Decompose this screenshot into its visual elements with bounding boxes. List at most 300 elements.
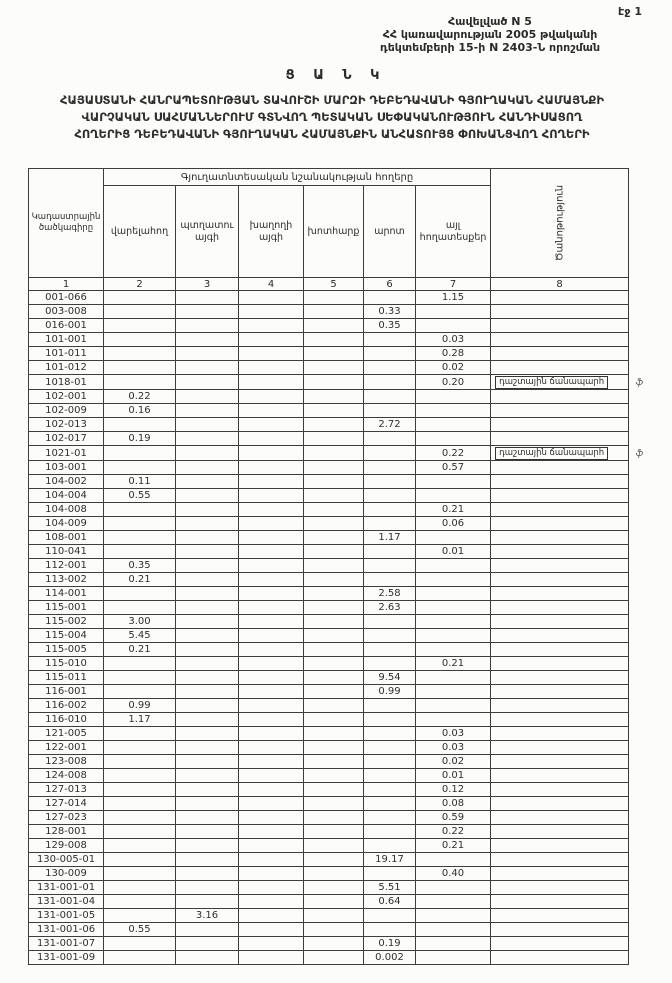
cadastral-code-cell: 101-011 — [29, 347, 104, 361]
table-row — [29, 601, 629, 615]
area-value-cell — [416, 573, 491, 587]
area-value-cell — [364, 390, 416, 404]
table-row — [29, 839, 629, 853]
area-value-cell — [239, 390, 304, 404]
area-value-cell — [176, 503, 239, 517]
note-cell — [491, 461, 629, 475]
area-value-cell: 0.99 — [364, 685, 416, 699]
cadastral-code-cell: 127-013 — [29, 783, 104, 797]
area-value-cell — [104, 671, 176, 685]
area-value-cell: 0.99 — [104, 699, 176, 713]
note-cell — [491, 853, 629, 867]
column-number: 2 — [104, 278, 176, 291]
area-value-cell — [364, 923, 416, 937]
area-value-cell — [304, 489, 364, 503]
area-value-cell: 0.35 — [364, 319, 416, 333]
area-value-cell: 0.21 — [416, 657, 491, 671]
area-value-cell — [304, 811, 364, 825]
area-value-cell — [176, 517, 239, 531]
area-value-cell: 19.17 — [364, 853, 416, 867]
area-value-cell — [304, 559, 364, 573]
group-header-row — [29, 169, 629, 186]
note-cell — [491, 404, 629, 418]
area-value-cell — [304, 937, 364, 951]
cadastral-code-cell: 1021-01 — [29, 446, 104, 461]
area-value-cell — [364, 769, 416, 783]
area-value-cell — [364, 347, 416, 361]
area-value-cell — [364, 559, 416, 573]
table-row — [29, 741, 629, 755]
area-value-cell — [304, 587, 364, 601]
area-value-cell — [239, 361, 304, 375]
area-value-cell — [239, 643, 304, 657]
area-value-cell — [416, 559, 491, 573]
area-value-cell — [176, 629, 239, 643]
area-value-cell — [364, 629, 416, 643]
area-value-cell: 0.22 — [416, 446, 491, 461]
table-row — [29, 853, 629, 867]
area-value-cell: 0.33 — [364, 305, 416, 319]
area-value-cell — [239, 573, 304, 587]
area-value-cell — [364, 503, 416, 517]
note-cell — [491, 418, 629, 432]
area-value-cell — [104, 375, 176, 390]
cadastral-code-cell: 131-001-06 — [29, 923, 104, 937]
area-value-cell — [416, 531, 491, 545]
note-cell — [491, 305, 629, 319]
area-value-cell — [104, 446, 176, 461]
area-value-cell — [176, 867, 239, 881]
note-cell — [491, 881, 629, 895]
table-row — [29, 446, 629, 461]
table-row — [29, 797, 629, 811]
cadastral-code-cell: 016-001 — [29, 319, 104, 333]
area-value-cell — [304, 923, 364, 937]
area-value-cell — [239, 685, 304, 699]
note-cell — [491, 361, 629, 375]
table-row — [29, 361, 629, 375]
area-value-cell: 0.01 — [416, 769, 491, 783]
area-value-cell — [304, 601, 364, 615]
area-value-cell — [104, 418, 176, 432]
table-row — [29, 671, 629, 685]
area-value-cell — [364, 783, 416, 797]
area-value-cell — [364, 573, 416, 587]
area-value-cell: 3.16 — [176, 909, 239, 923]
area-value-cell — [364, 375, 416, 390]
area-value-cell: 2.72 — [364, 418, 416, 432]
column-header-hayfield: խոտհարք — [304, 186, 364, 278]
table-row — [29, 895, 629, 909]
area-value-cell — [176, 937, 239, 951]
note-cell — [491, 390, 629, 404]
table-row — [29, 713, 629, 727]
cadastral-code-cell: 121-005 — [29, 727, 104, 741]
note-cell — [491, 951, 629, 965]
table-row — [29, 867, 629, 881]
area-value-cell — [304, 361, 364, 375]
area-value-cell — [176, 895, 239, 909]
area-value-cell — [239, 305, 304, 319]
area-value-cell — [176, 881, 239, 895]
area-value-cell — [104, 657, 176, 671]
area-value-cell — [176, 699, 239, 713]
area-value-cell — [304, 881, 364, 895]
area-value-cell — [304, 951, 364, 965]
area-value-cell: 0.08 — [416, 797, 491, 811]
area-value-cell — [416, 475, 491, 489]
table-row — [29, 503, 629, 517]
table-row — [29, 615, 629, 629]
note-cell — [491, 545, 629, 559]
area-value-cell — [239, 937, 304, 951]
area-value-cell: 1.17 — [364, 531, 416, 545]
area-value-cell — [176, 573, 239, 587]
area-value-cell — [176, 811, 239, 825]
area-value-cell — [104, 797, 176, 811]
table-row — [29, 783, 629, 797]
table-row — [29, 643, 629, 657]
area-value-cell — [304, 503, 364, 517]
table-row — [29, 923, 629, 937]
area-value-cell — [304, 769, 364, 783]
area-value-cell — [239, 601, 304, 615]
area-value-cell — [304, 573, 364, 587]
area-value-cell — [176, 559, 239, 573]
area-value-cell — [364, 867, 416, 881]
cadastral-code-cell: 124-008 — [29, 769, 104, 783]
area-value-cell: 0.11 — [104, 475, 176, 489]
table-row — [29, 727, 629, 741]
area-value-cell — [239, 545, 304, 559]
cadastral-code-cell: 102-017 — [29, 432, 104, 446]
area-value-cell: 0.28 — [416, 347, 491, 361]
column-number-row — [29, 278, 629, 291]
area-value-cell — [176, 769, 239, 783]
area-value-cell — [416, 489, 491, 503]
area-value-cell — [239, 418, 304, 432]
note-cell — [491, 601, 629, 615]
area-value-cell — [239, 404, 304, 418]
area-value-cell — [176, 291, 239, 305]
table-body — [29, 291, 644, 965]
note-cell — [491, 559, 629, 573]
note-cell — [491, 685, 629, 699]
column-number: 1 — [29, 278, 104, 291]
cadastral-code-cell: 115-011 — [29, 671, 104, 685]
cadastral-code-cell: 112-001 — [29, 559, 104, 573]
note-cell — [491, 811, 629, 825]
area-value-cell: 0.03 — [416, 741, 491, 755]
area-value-cell — [364, 755, 416, 769]
area-value-cell — [104, 531, 176, 545]
page-number: էջ 1 — [618, 5, 642, 18]
area-value-cell — [176, 755, 239, 769]
area-value-cell — [239, 881, 304, 895]
table-row — [29, 559, 629, 573]
area-value-cell — [304, 418, 364, 432]
area-value-cell — [416, 881, 491, 895]
area-value-cell — [176, 923, 239, 937]
area-value-cell — [176, 305, 239, 319]
table-row — [29, 769, 629, 783]
area-value-cell — [104, 517, 176, 531]
area-value-cell — [416, 699, 491, 713]
margin-annotation: ֆ — [635, 378, 644, 388]
area-value-cell — [104, 867, 176, 881]
note-cell — [491, 375, 644, 390]
cadastral-code-cell: 115-005 — [29, 643, 104, 657]
table-row — [29, 475, 629, 489]
area-value-cell — [304, 305, 364, 319]
area-value-cell — [239, 615, 304, 629]
area-value-cell: 2.63 — [364, 601, 416, 615]
area-value-cell — [239, 713, 304, 727]
note-cell — [491, 797, 629, 811]
area-value-cell — [364, 699, 416, 713]
area-value-cell: 0.12 — [416, 783, 491, 797]
area-value-cell — [176, 319, 239, 333]
table-row — [29, 375, 629, 390]
area-value-cell — [304, 517, 364, 531]
area-value-cell — [304, 783, 364, 797]
area-value-cell — [239, 867, 304, 881]
area-value-cell — [176, 685, 239, 699]
area-value-cell: 0.64 — [364, 895, 416, 909]
area-value-cell: 0.01 — [416, 545, 491, 559]
area-value-cell — [104, 601, 176, 615]
area-value-cell — [304, 615, 364, 629]
area-value-cell — [239, 531, 304, 545]
area-value-cell — [176, 839, 239, 853]
table-row — [29, 685, 629, 699]
area-value-cell: 0.19 — [104, 432, 176, 446]
subtitle-line: ՀԱՅԱՍՏԱՆԻ ՀԱՆՐԱՊԵՏՈՒԹՅԱՆ ՏԱՎՈՒՇԻ ՄԱՐԶԻ ԴԵԲԵԴԱՎԱՆԻ ԳՅՈՒՂԱԿԱՆ ՀԱՄԱՅՆՔԻ — [60, 93, 604, 107]
note-cell — [491, 727, 629, 741]
area-value-cell — [176, 853, 239, 867]
area-value-cell — [239, 333, 304, 347]
note-header-vertical-text: Ծանոթություն — [554, 184, 566, 262]
cadastral-code-cell: 131-001-04 — [29, 895, 104, 909]
area-value-cell — [364, 475, 416, 489]
cadastral-code-cell: 101-012 — [29, 361, 104, 375]
cadastral-code-cell: 131-001-09 — [29, 951, 104, 965]
area-value-cell — [364, 727, 416, 741]
cadastral-code-cell: 1018-01 — [29, 375, 104, 390]
area-value-cell — [304, 853, 364, 867]
table-row — [29, 573, 629, 587]
area-value-cell — [104, 305, 176, 319]
area-value-cell — [239, 489, 304, 503]
cadastral-code-cell: 108-001 — [29, 531, 104, 545]
area-value-cell — [364, 404, 416, 418]
table-row — [29, 390, 629, 404]
area-value-cell — [416, 951, 491, 965]
area-value-cell — [416, 418, 491, 432]
area-value-cell — [104, 853, 176, 867]
area-value-cell — [104, 937, 176, 951]
area-value-cell: 9.54 — [364, 671, 416, 685]
note-cell — [491, 825, 629, 839]
table-row — [29, 755, 629, 769]
note-cell — [491, 895, 629, 909]
cadastral-code-cell: 110-041 — [29, 545, 104, 559]
table-row — [29, 489, 629, 503]
note-cell — [491, 783, 629, 797]
area-value-cell — [104, 839, 176, 853]
area-value-cell — [176, 404, 239, 418]
area-value-cell: 0.22 — [416, 825, 491, 839]
cadastral-code-cell: 128-001 — [29, 825, 104, 839]
area-value-cell — [239, 629, 304, 643]
area-value-cell — [304, 432, 364, 446]
area-value-cell — [304, 741, 364, 755]
area-value-cell — [239, 825, 304, 839]
cadastral-code-cell: 104-004 — [29, 489, 104, 503]
area-value-cell: 1.15 — [416, 291, 491, 305]
area-value-cell — [416, 923, 491, 937]
appendix-reference — [312, 15, 668, 54]
column-header-arable: վարելահող — [104, 186, 176, 278]
area-value-cell — [104, 587, 176, 601]
area-value-cell — [176, 333, 239, 347]
area-value-cell — [364, 489, 416, 503]
area-value-cell — [239, 727, 304, 741]
area-value-cell — [104, 895, 176, 909]
cadastral-code-cell: 114-001 — [29, 587, 104, 601]
cadastral-code-cell: 131-001-07 — [29, 937, 104, 951]
cadastral-code-cell: 130-009 — [29, 867, 104, 881]
area-value-cell — [364, 615, 416, 629]
area-value-cell — [416, 713, 491, 727]
area-value-cell — [239, 559, 304, 573]
area-value-cell — [104, 319, 176, 333]
area-value-cell — [104, 881, 176, 895]
area-value-cell — [364, 797, 416, 811]
table-header — [29, 169, 629, 291]
column-header-other-lands: այլ հողատեսքեր — [416, 186, 491, 278]
area-value-cell — [104, 825, 176, 839]
cadastral-code-cell: 122-001 — [29, 741, 104, 755]
area-value-cell — [176, 545, 239, 559]
area-value-cell — [104, 503, 176, 517]
area-value-cell — [239, 375, 304, 390]
area-value-cell — [304, 319, 364, 333]
note-cell — [491, 517, 629, 531]
area-value-cell — [304, 347, 364, 361]
area-value-cell — [104, 741, 176, 755]
area-value-cell — [416, 305, 491, 319]
area-value-cell — [239, 319, 304, 333]
table-row — [29, 951, 629, 965]
area-value-cell — [176, 797, 239, 811]
column-header-cadastral-code: Կադաստրային ծածկագիրը — [29, 169, 104, 278]
area-value-cell — [304, 390, 364, 404]
note-cell — [491, 475, 629, 489]
area-value-cell — [239, 291, 304, 305]
area-value-cell — [239, 347, 304, 361]
note-cell — [491, 839, 629, 853]
table-row — [29, 825, 629, 839]
area-value-cell — [104, 461, 176, 475]
area-value-cell — [176, 390, 239, 404]
area-value-cell — [239, 895, 304, 909]
area-value-cell — [304, 629, 364, 643]
area-value-cell: 0.21 — [416, 503, 491, 517]
area-value-cell — [239, 671, 304, 685]
cadastral-code-cell: 127-014 — [29, 797, 104, 811]
area-value-cell — [104, 685, 176, 699]
note-cell — [491, 923, 629, 937]
area-value-cell — [304, 333, 364, 347]
note-cell — [491, 657, 629, 671]
area-value-cell: 0.22 — [104, 390, 176, 404]
area-value-cell — [364, 909, 416, 923]
table-row — [29, 699, 629, 713]
area-value-cell — [176, 587, 239, 601]
area-value-cell — [176, 783, 239, 797]
area-value-cell: 0.21 — [416, 839, 491, 853]
area-value-cell — [239, 699, 304, 713]
area-value-cell — [364, 811, 416, 825]
area-value-cell — [416, 615, 491, 629]
area-value-cell — [364, 545, 416, 559]
area-value-cell: 0.21 — [104, 643, 176, 657]
area-value-cell — [104, 783, 176, 797]
area-value-cell — [304, 545, 364, 559]
table-row — [29, 404, 629, 418]
note-cell — [491, 291, 629, 305]
cadastral-code-cell: 127-023 — [29, 811, 104, 825]
column-header-vineyard: խաղողի այգի — [239, 186, 304, 278]
note-cell — [491, 489, 629, 503]
cadastral-code-cell: 104-002 — [29, 475, 104, 489]
area-value-cell — [304, 797, 364, 811]
area-value-cell — [416, 432, 491, 446]
area-value-cell — [364, 517, 416, 531]
area-value-cell: 0.03 — [416, 333, 491, 347]
table-row — [29, 937, 629, 951]
note-cell — [491, 587, 629, 601]
area-value-cell — [176, 643, 239, 657]
area-value-cell — [416, 685, 491, 699]
area-value-cell — [416, 601, 491, 615]
table-row — [29, 545, 629, 559]
note-text: դաշտային ճանապարհ — [495, 447, 608, 460]
note-cell — [491, 446, 644, 461]
cadastral-code-cell: 103-001 — [29, 461, 104, 475]
area-value-cell — [176, 671, 239, 685]
document-subtitle — [6, 92, 658, 143]
area-value-cell — [304, 657, 364, 671]
table-row — [29, 517, 629, 531]
area-value-cell — [364, 361, 416, 375]
area-value-cell — [176, 825, 239, 839]
area-value-cell: 5.51 — [364, 881, 416, 895]
cadastral-code-cell: 113-002 — [29, 573, 104, 587]
note-cell — [491, 755, 629, 769]
area-value-cell — [364, 643, 416, 657]
column-number: 3 — [176, 278, 239, 291]
cadastral-code-cell: 129-008 — [29, 839, 104, 853]
area-value-cell — [239, 909, 304, 923]
note-cell — [491, 937, 629, 951]
area-value-cell — [364, 446, 416, 461]
area-value-cell: 0.16 — [104, 404, 176, 418]
note-cell — [491, 909, 629, 923]
area-value-cell: 0.35 — [104, 559, 176, 573]
appendix-line: ՀՀ կառավարության 2005 թվականի — [382, 28, 598, 41]
